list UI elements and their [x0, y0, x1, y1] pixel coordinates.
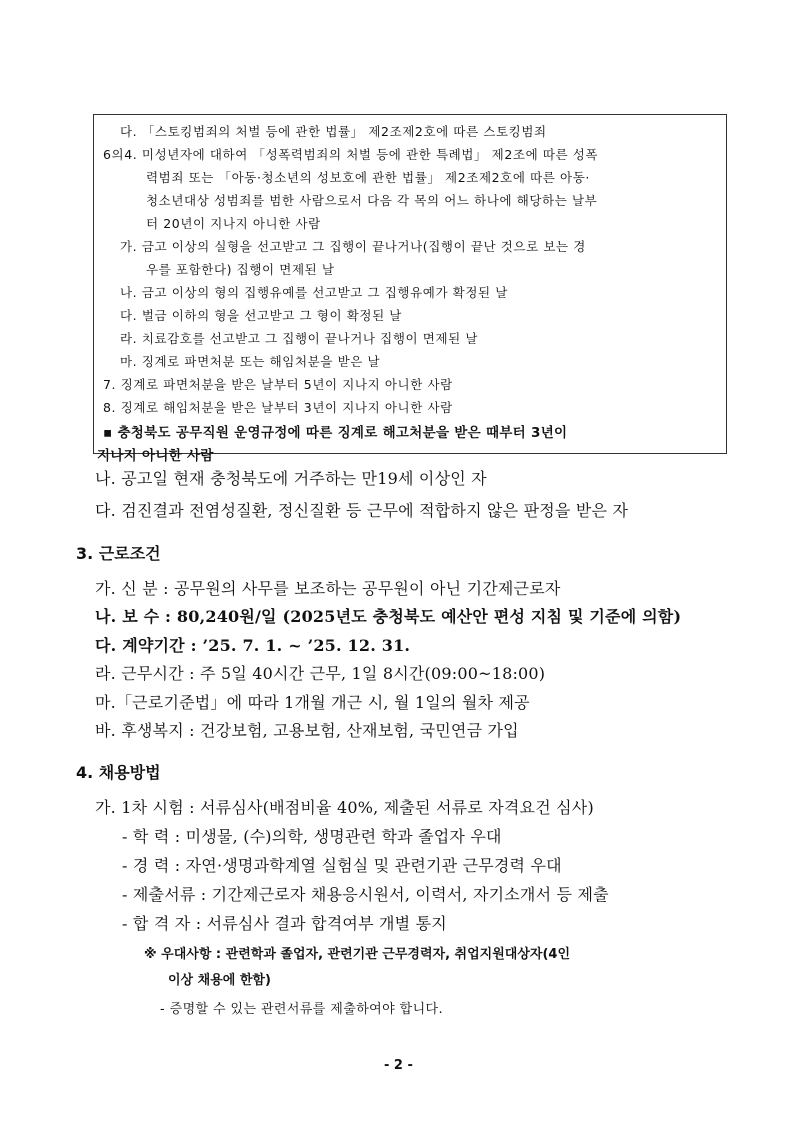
box-line: 8. 징계로 해임처분을 받은 날부터 3년이 지나지 아니한 사람: [103, 400, 453, 415]
box-bold-line: 지나지 아니한 사람: [97, 448, 214, 464]
box-line: 6의4. 미성년자에 대하여 「성폭력범죄의 처벌 등에 관한 특례법」 제2조에 따른 성폭: [103, 147, 599, 162]
box-line: 라. 치료감호를 선고받고 그 집행이 끝나거나 집행이 면제된 날: [120, 331, 479, 346]
work-condition-item: 라. 근무시간 : 주 5일 40시간 근무, 1일 8시간(09:00~18:00): [95, 664, 546, 683]
box-line: 청소년대상 성범죄를 범한 사람으로서 다음 각 목의 어느 하나에 해당하는 날부: [146, 193, 598, 208]
box-line: 다. 벌금 이하의 형을 선고받고 그 형이 확정된 날: [120, 308, 402, 323]
box-line: 마. 징계로 파면처분 또는 해임처분을 받은 날: [120, 354, 381, 369]
item-da: 다. 검진결과 전염성질환, 정신질환 등 근무에 적합하지 않은 판정을 받은 자: [95, 501, 629, 520]
document-note: - 증명할 수 있는 관련서류를 제출하여야 합니다.: [160, 1002, 444, 1017]
hiring-sub-item: - 합 격 자 : 서류심사 결과 합격여부 개별 통지: [122, 914, 447, 933]
hiring-step: 가. 1차 시험 : 서류심사(배점비율 40%, 제출된 서류로 자격요건 심사): [95, 798, 594, 817]
work-condition-item: 마.「근로기준법」에 따라 1개월 개근 시, 월 1일의 월차 제공: [95, 693, 530, 712]
preference-note: ※ 우대사항 : 관련학과 졸업자, 관련기관 근무경력자, 취업지원대상자(4인: [144, 947, 571, 962]
page-number: - 2 -: [384, 1058, 413, 1073]
section-heading-4: 4. 채용방법: [76, 763, 161, 782]
hiring-sub-item: - 학 력 : 미생물, (수)의학, 생명관련 학과 졸업자 우대: [122, 827, 502, 846]
hiring-sub-item: - 경 력 : 자연·생명과학계열 실험실 및 관련기관 근무경력 우대: [122, 856, 562, 875]
preference-note: 이상 채용에 한함): [168, 973, 271, 988]
work-condition-item: 바. 후생복지 : 건강보험, 고용보험, 산재보험, 국민연금 가입: [95, 721, 519, 740]
box-bold-line: ▪ 충청북도 공무직원 운영규정에 따른 징계로 해고처분을 받은 때부터 3년이: [103, 425, 568, 441]
box-line: 력범죄 또는 「아동·청소년의 성보호에 관한 법률」 제2조제2호에 따른 아동·: [146, 170, 590, 185]
section-heading-3: 3. 근로조건: [76, 544, 161, 563]
item-na: 나. 공고일 현재 충청북도에 거주하는 만19세 이상인 자: [95, 469, 487, 488]
box-line: 다. 「스토킹범죄의 처벌 등에 관한 법률」 제2조제2호에 따른 스토킹범죄: [120, 124, 547, 139]
hiring-sub-item: - 제출서류 : 기간제근로자 채용응시원서, 이력서, 자기소개서 등 제출: [122, 885, 609, 904]
box-line: 나. 금고 이상의 형의 집행유예를 선고받고 그 집행유예가 확정된 날: [120, 285, 508, 300]
box-line: 7. 징계로 파면처분을 받은 날부터 5년이 지나지 아니한 사람: [103, 377, 453, 392]
work-condition-item: 가. 신 분 : 공무원의 사무를 보조하는 공무원이 아닌 기간제근로자: [95, 579, 561, 598]
box-line: 터 20년이 지나지 아니한 사람: [146, 216, 321, 231]
work-condition-item: 다. 계약기간 : ’25. 7. 1. ~ ’25. 12. 31.: [95, 636, 411, 655]
work-condition-item: 나. 보 수 : 80,240원/일 (2025년도 충청북도 예산안 편성 지침 및 기준에 의함): [95, 607, 682, 626]
box-line: 가. 금고 이상의 실형을 선고받고 그 집행이 끝나거나(집행이 끝난 것으로 보는 경: [120, 239, 586, 254]
box-line: 우를 포함한다) 집행이 면제된 날: [146, 262, 335, 277]
